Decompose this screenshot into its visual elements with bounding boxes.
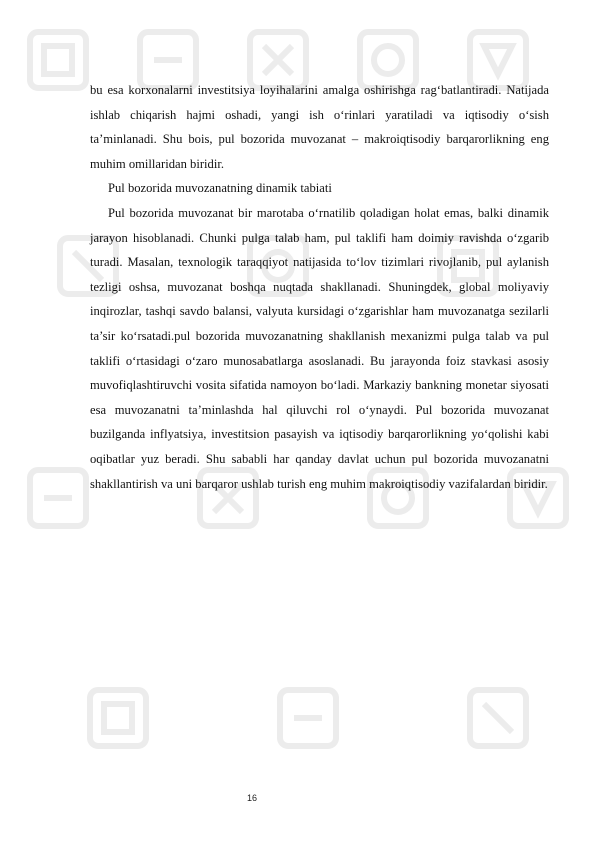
body-paragraph-2: Pul bozorida muvozanat bir marotaba o‘rnatilib qoladigan holat emas, balki dinamik jarayon hisoblanadi. Chunki pulga talab ham, pul taklifi ham doimiy ravishda o‘zgarib turadi. Masalan, texnologik taraqqiyot natijasida to‘lov tizimlari rivojlanib, pul aylanish tezligi oshsa, muvozanat boshqa nuqtada shakllanadi. Shuningdek, global moliyaviy inqirozlar, tashqi savdo balansi, valyuta kursidagi o‘zgarishlar ham muvozanatga sezilarli ta’sir ko‘rsatadi.pul bozorida muvozanatning shakllanish mexanizmi pulga talab va pul taklifi o‘rtasidagi o‘zaro munosabatlarga asoslanadi. Bu jarayonda foiz stavkasi asosiy muvofiqlashtiruvchi vosita sifatida namoyon bo‘ladi. Markaziy bankning monetar siyosati esa muvozanatni ta’minlashda hal qiluvchi rol o‘ynaydi. Pul bozorida muvozanat buzilganda inflyatsiya, investitsion pasayish va iqtisodiy barqarorlikning yo‘qolishi kabi oqibatlar yuz beradi. Shu sababli har qanday davlat uchun pul bozorida muvozanatni shakllantirish va uni barqaror ushlab turish eng muhim makroiqtisodiy vazifalardan biridir. bbox=[90, 205, 549, 491]
watermark-mark bbox=[30, 470, 86, 526]
section-heading: Pul bozorida muvozanatning dinamik tabiati bbox=[108, 181, 332, 196]
watermark-mark bbox=[30, 32, 86, 88]
body-paragraph-1: bu esa korxonalarni investitsiya loyihalarini amalga oshirishga rag‘batlantiradi. Natijada ishlab chiqarish hajmi oshadi, yangi ish o‘rinlari yaratiladi va iqtisodiy o‘sish ta’minlanadi. Shu bois, pul bozorida muvozanat – makroiqtisodiy barqarorlikning eng muhim omillaridan biridir. bbox=[90, 83, 549, 171]
document-page bbox=[90, 78, 549, 496]
page-number: 16 bbox=[247, 793, 258, 803]
watermark-mark bbox=[280, 690, 336, 746]
watermark-mark bbox=[470, 690, 526, 746]
watermark-mark bbox=[90, 690, 146, 746]
